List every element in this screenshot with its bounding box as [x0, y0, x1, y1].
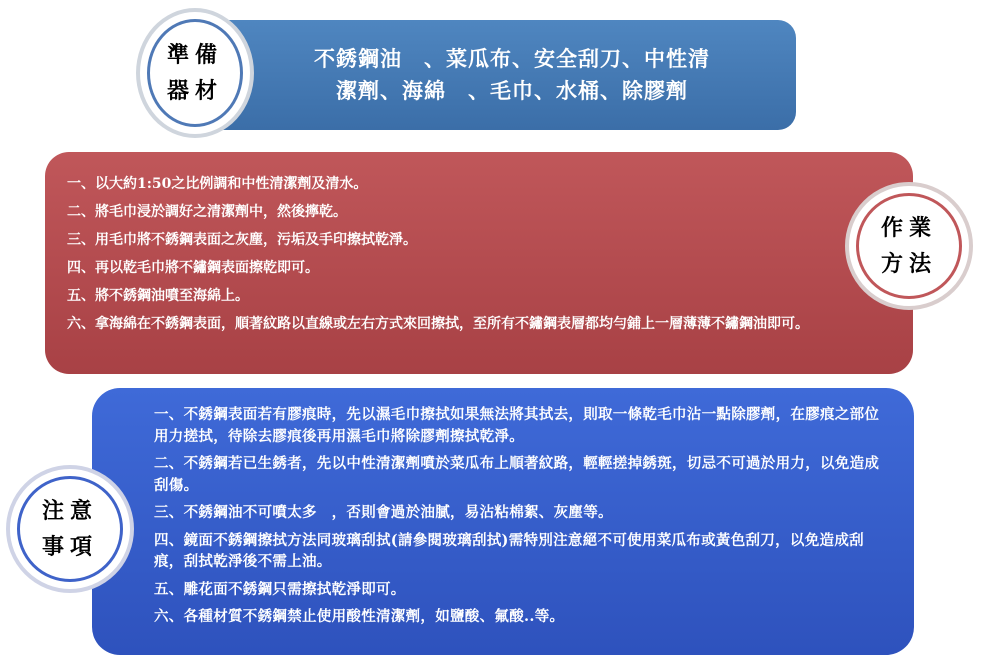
method-step: 六、拿海綿在不銹鋼表面，順著紋路以直線或左右方式來回擦拭，至所有不鏽鋼表層都均勻鋪上一層薄薄不鏽鋼油即可。 — [67, 316, 809, 332]
prep-content — [314, 43, 710, 107]
method-step: 三、用毛巾將不銹鋼表面之灰塵，污垢及手印擦拭乾淨。 — [67, 232, 417, 248]
badge-line: 事項 — [41, 534, 98, 560]
prep-line: 潔劑、海綿 、毛巾、水桶、除膠劑 — [336, 78, 688, 103]
badge-line: 作業 — [880, 215, 937, 241]
notes-list — [154, 404, 892, 628]
note-item: 二、不銹鋼若已生銹者，先以中性清潔劑噴於菜瓜布上順著紋路，輕輕搓掉銹斑，切忌不可過於用力，以免造成刮傷。 — [154, 455, 880, 494]
method-step: 五、將不銹鋼油噴至海綿上。 — [67, 288, 249, 304]
badge-line: 方法 — [880, 251, 937, 277]
badge-line: 準備 — [166, 42, 223, 68]
prep-badge-label — [165, 37, 225, 109]
prep-line: 不銹鋼油 、菜瓜布、安全刮刀、中性清 — [314, 46, 710, 71]
prep-badge — [136, 8, 254, 138]
method-badge-label — [879, 210, 939, 282]
notes-badge-label — [40, 493, 100, 565]
method-panel — [45, 152, 913, 374]
method-list — [67, 174, 893, 334]
notes-badge — [6, 465, 134, 593]
prep-panel — [178, 20, 796, 130]
method-badge — [845, 182, 973, 310]
note-item: 三、不銹鋼油不可噴太多 ，否則會過於油膩，易沾粘棉絮、灰塵等。 — [154, 504, 613, 521]
note-item: 四、鏡面不銹鋼擦拭方法同玻璃刮拭(請參閱玻璃刮拭)需特別注意絕不可使用菜瓜布或黃色刮刀，以免造成刮痕，刮拭乾淨後不需上油。 — [154, 531, 864, 570]
badge-line: 注意 — [41, 498, 98, 524]
note-item: 六、各種材質不銹鋼禁止使用酸性清潔劑，如鹽酸、氟酸..等。 — [154, 608, 565, 625]
note-item: 五、雕花面不銹鋼只需擦拭乾淨即可。 — [154, 580, 406, 598]
note-item: 一、不銹鋼表面若有膠痕時，先以濕毛巾擦拭如果無法將其拭去，則取一條乾毛巾沾一點除膠劑，在膠痕之部位用力搓拭，待除去膠痕後再用濕毛巾將除膠劑擦拭乾淨。 — [154, 406, 880, 445]
notes-panel — [92, 388, 914, 655]
method-step: 四、再以乾毛巾將不鏽鋼表面擦乾即可。 — [67, 260, 319, 276]
method-step: 二、將毛巾浸於調好之清潔劑中，然後擰乾。 — [67, 204, 347, 220]
badge-line: 器材 — [166, 78, 223, 104]
method-step: 一、以大約1:50之比例調和中性清潔劑及清水。 — [67, 176, 368, 192]
